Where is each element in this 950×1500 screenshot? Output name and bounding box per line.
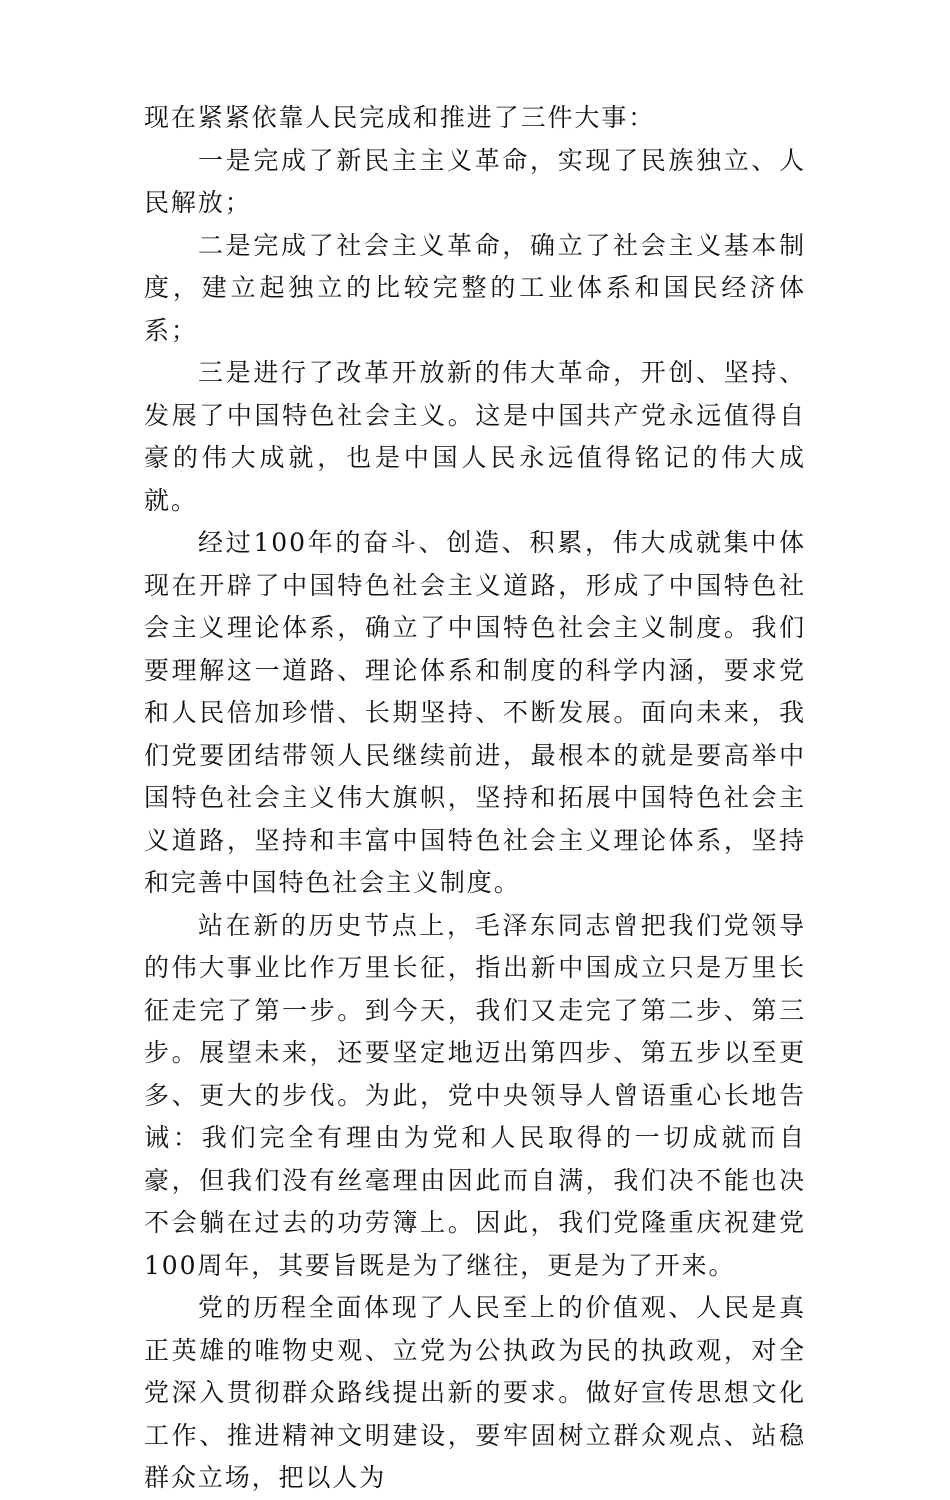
paragraph-intro: 现在紧紧依靠人民完成和推进了三件大事： [144,103,656,132]
document-body [144,97,806,1500]
paragraph-historical-node: 站在新的历史节点上，毛泽东同志曾把我们党领导的伟大事业比作万里长征，指出新中国成立只是万里长征走完了第一步。到今天，我们又走完了第二步、第三步。展望未来，还要坚定地迈出第四步、第五步以至更多、更大的步伐。为此，党中央领导人曾语重心长地告诫：我们完全有理由为党和人民取得的一切成就而自豪，但我们没有丝毫理由因此而自满，我们决不能也决不会躺在过去的功劳簿上。因此，我们党隆重庆祝建党100周年，其要旨既是为了继往，更是为了开来。 [144,910,806,1280]
paragraph-third-achievement: 三是进行了改革开放新的伟大革命，开创、坚持、发展了中国特色社会主义。这是中国共产党永远值得自豪的伟大成就，也是中国人民永远值得铭记的伟大成就。 [144,358,806,515]
paragraph-second-achievement: 二是完成了社会主义革命，确立了社会主义基本制度，建立起独立的比较完整的工业体系和国民经济体系； [144,230,806,345]
paragraph-first-achievement: 一是完成了新民主主义革命，实现了民族独立、人民解放； [144,145,806,217]
paragraph-hundred-years: 经过100年的奋斗、创造、积累，伟大成就集中体现在开辟了中国特色社会主义道路，形成了中国特色社会主义理论体系，确立了中国特色社会主义制度。我们要理解这一道路、理论体系和制度的科学内涵，要求党和人民倍加珍惜、长期坚持、不断发展。面向未来，我们党要团结带领人民继续前进，最根本的就是要高举中国特色社会主义伟大旗帜，坚持和拓展中国特色社会主义道路，坚持和丰富中国特色社会主义理论体系，坚持和完善中国特色社会主义制度。 [144,528,806,897]
paragraph-party-history: 党的历程全面体现了人民至上的价值观、人民是真正英雄的唯物史观、立党为公执政为民的执政观，对全党深入贯彻群众路线提出新的要求。做好宣传思想文化工作、推进精神文明建设，要牢固树立群众观点、站稳群众立场，把以人为 [144,1293,806,1492]
